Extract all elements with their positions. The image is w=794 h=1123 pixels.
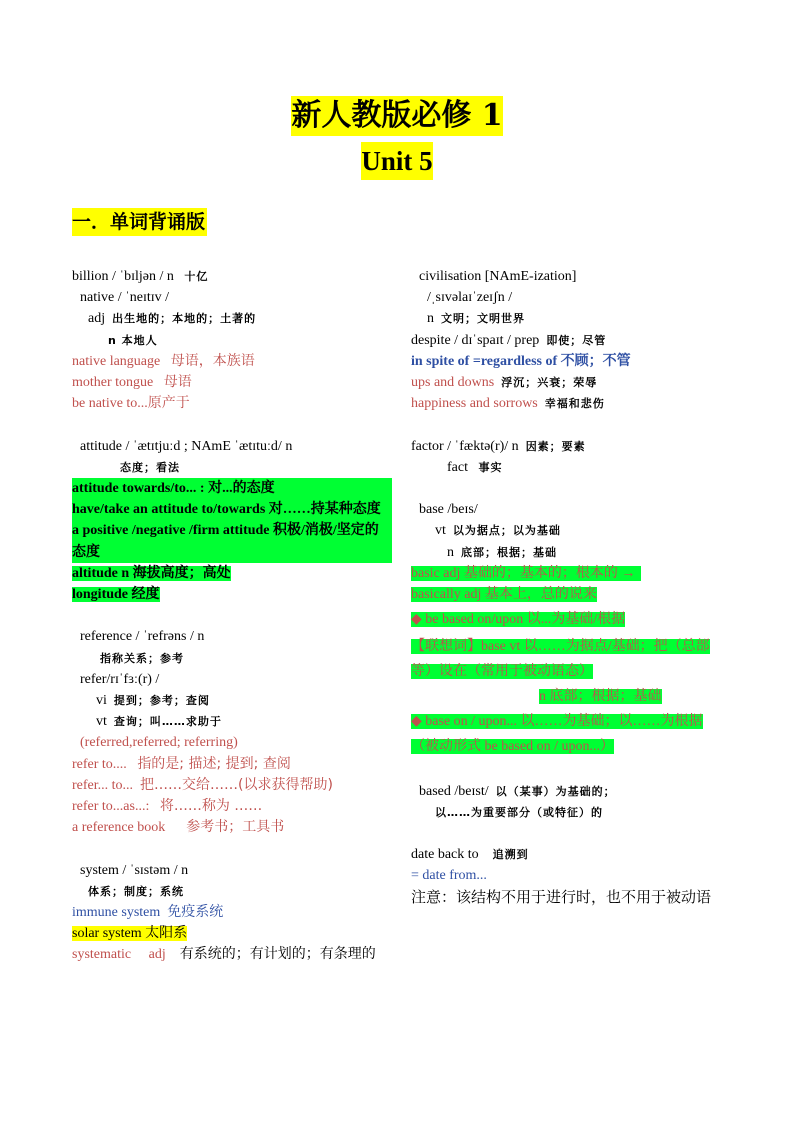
highlight: basic adj 基础的；基本的；根本的 → — [411, 566, 641, 581]
phrase: native language — [72, 353, 161, 369]
headword: despite / dɪˈspaɪt / prep — [411, 332, 540, 348]
definition: 有系统的；有计划的；有条理的 — [179, 946, 376, 963]
usage-note: 注意：该结构不用于进行时，也不用于被动语 — [411, 887, 712, 906]
phrase-refer-as — [72, 796, 392, 817]
phrase: happiness and sorrows — [411, 396, 538, 412]
definition: 即使；尽管 — [546, 333, 607, 347]
entry-fact — [411, 457, 729, 478]
highlight: ◆ be based on/upon 以...为基础/根据 — [411, 612, 626, 628]
definition: 把……交给……(以求获得帮助) — [140, 776, 333, 793]
phrase: refer to...as...: — [72, 799, 150, 815]
pos-label: vt — [435, 523, 446, 539]
civilisation-n — [411, 308, 729, 329]
entry-base: base /beɪs/ — [419, 502, 478, 518]
phrase-ups-and-downs — [411, 372, 729, 393]
pos-label: n — [427, 311, 434, 327]
refer-vt — [72, 711, 392, 732]
definition: 参考书；工具书 — [186, 819, 285, 836]
phrase-have-take: have/take an attitude to/towards 对……持某种态度 — [72, 499, 392, 520]
phrase-immune-system — [72, 902, 392, 923]
phrase-reference-book — [72, 817, 392, 838]
pos-label: vi — [96, 693, 107, 709]
headword: billion / ˈbɪljən / n — [72, 269, 174, 284]
phrase-base-on-upon — [411, 709, 729, 759]
base-n — [411, 542, 729, 563]
entry-native: native / ˈneɪtɪv / — [80, 290, 170, 306]
phrase-solar-system — [72, 923, 392, 944]
entry-reference: reference / ˈrefrəns / n — [80, 629, 205, 645]
highlight: 【联想词】base vt 以……为据点/基础；把（总部等）设在（常用于被动语态） — [411, 639, 710, 680]
highlight: n 底部；根据；基础 — [539, 689, 662, 705]
unit-line — [0, 142, 794, 180]
phrase-native-language — [72, 351, 392, 372]
association-note — [411, 634, 729, 684]
entry-billion — [72, 266, 392, 287]
highlight: basically adj 基本上，总的说来 — [411, 587, 597, 603]
phrase: date back to — [411, 847, 479, 863]
unit-title: Unit 5 — [361, 142, 432, 180]
entry-basic — [411, 563, 729, 584]
entry-longitude — [72, 584, 392, 605]
phrase: refer to.... — [72, 756, 127, 772]
highlight: ◆ base on / upon... 以……为基础；以……为根据（被动形式 be based on / upon...） — [411, 714, 703, 755]
definition: 查询；叫……求助于 — [113, 715, 222, 729]
entry-factor — [411, 436, 729, 457]
entry-civilisation: civilisation [NAmE-ization] — [419, 269, 577, 284]
entry-date-back-to — [411, 844, 729, 865]
pos-label: n — [447, 544, 454, 560]
definition: 提到；参考；查阅 — [113, 694, 210, 708]
headword: based /beɪst/ — [419, 783, 489, 799]
phrase: refer... to... — [72, 777, 134, 793]
pos-label: vt — [96, 714, 107, 730]
definition: 事实 — [478, 460, 503, 474]
phrase: ups and downs — [411, 375, 495, 391]
highlight: solar system 太阳系 — [72, 926, 188, 942]
section-heading: 一．单词背诵版 — [72, 208, 207, 236]
phrase-be-native-to: be native to...原产于 — [72, 396, 190, 412]
entry-systematic — [72, 944, 392, 965]
entry-native-n: n 本地人 — [108, 333, 158, 347]
highlight: altitude n 海拔高度；高处 — [72, 565, 231, 581]
headword: systematic — [72, 947, 132, 963]
base-vt — [411, 520, 729, 541]
based-definition-2: 以……为重要部分（或特征）的 — [435, 805, 603, 819]
headword: fact — [447, 459, 468, 475]
reference-definition: 指称关系；参考 — [100, 651, 184, 665]
phrase: a reference book — [72, 820, 166, 836]
civilisation-ipa: /ˌsɪvəlaɪˈzeɪʃn / — [427, 290, 513, 306]
definition: 以（某事）为基础的； — [495, 784, 616, 798]
entry-despite — [411, 330, 729, 351]
definition: 母语 — [163, 374, 192, 391]
definition: 母语，本族语 — [170, 352, 255, 369]
definition: 底部；根据；基础 — [461, 545, 557, 559]
refer-vi — [72, 690, 392, 711]
phrase-in-spite-of: in spite of =regardless of 不顾；不管 — [411, 353, 631, 369]
entry-based — [411, 781, 729, 802]
definition: 以为据点；以为基础 — [452, 524, 561, 538]
title-line — [0, 96, 794, 136]
highlight: longitude 经度 — [72, 587, 160, 603]
pos-label: adj — [148, 947, 166, 963]
entry-basically — [411, 584, 729, 605]
phrase-happiness — [411, 393, 729, 414]
definition: 文明；文明世界 — [441, 312, 525, 326]
system-definition: 体系；制度；系统 — [88, 884, 184, 898]
entry-system: system / ˈsɪstəm / n — [80, 862, 189, 878]
phrase: immune system — [72, 905, 161, 921]
definition: 免疫系统 — [167, 904, 224, 921]
entry-native-adj — [72, 308, 392, 329]
association-n — [411, 684, 729, 709]
definition: 浮沉；兴衰；荣辱 — [501, 376, 598, 390]
phrase-be-based-on — [411, 609, 729, 630]
definition: 出生地的；本地的；土著的 — [112, 312, 257, 326]
attitude-definition: 态度；看法 — [120, 460, 180, 474]
refer-forms: (referred,referred; referring) — [80, 735, 238, 751]
definition: 追溯到 — [492, 848, 529, 862]
definition: 因素；要素 — [525, 439, 586, 453]
phrase-refer-to — [72, 754, 392, 775]
right-column — [411, 266, 729, 908]
page-title: 新人教版必修 1 — [291, 96, 502, 136]
phrase-mother-tongue — [72, 372, 392, 393]
phrase-positive-attitude: a positive /negative /firm attitude 积极/消极/坚定的态度 — [72, 520, 392, 562]
phrase: mother tongue — [72, 375, 154, 391]
entry-altitude — [72, 563, 392, 584]
definition: 幸福和悲伤 — [544, 397, 605, 411]
definition: 十亿 — [184, 270, 209, 283]
phrase-refer-to-2 — [72, 775, 392, 796]
definition: 指的是; 描述; 提到; 查阅 — [137, 755, 291, 772]
phrase-date-from: = date from... — [411, 868, 487, 884]
entry-attitude: attitude / ˈætɪtjuːd ; NAmE ˈætɪtuːd/ n — [80, 438, 293, 454]
entry-refer: refer/rɪˈfɜː(r) / — [80, 671, 160, 687]
definition: 将……称为 …… — [159, 798, 263, 815]
left-column — [72, 266, 392, 966]
pos-label: adj — [88, 311, 106, 327]
headword: factor / ˈfæktə(r)/ n — [411, 438, 519, 454]
phrase-attitude-towards: attitude towards/to... : 对...的态度 — [72, 478, 392, 499]
